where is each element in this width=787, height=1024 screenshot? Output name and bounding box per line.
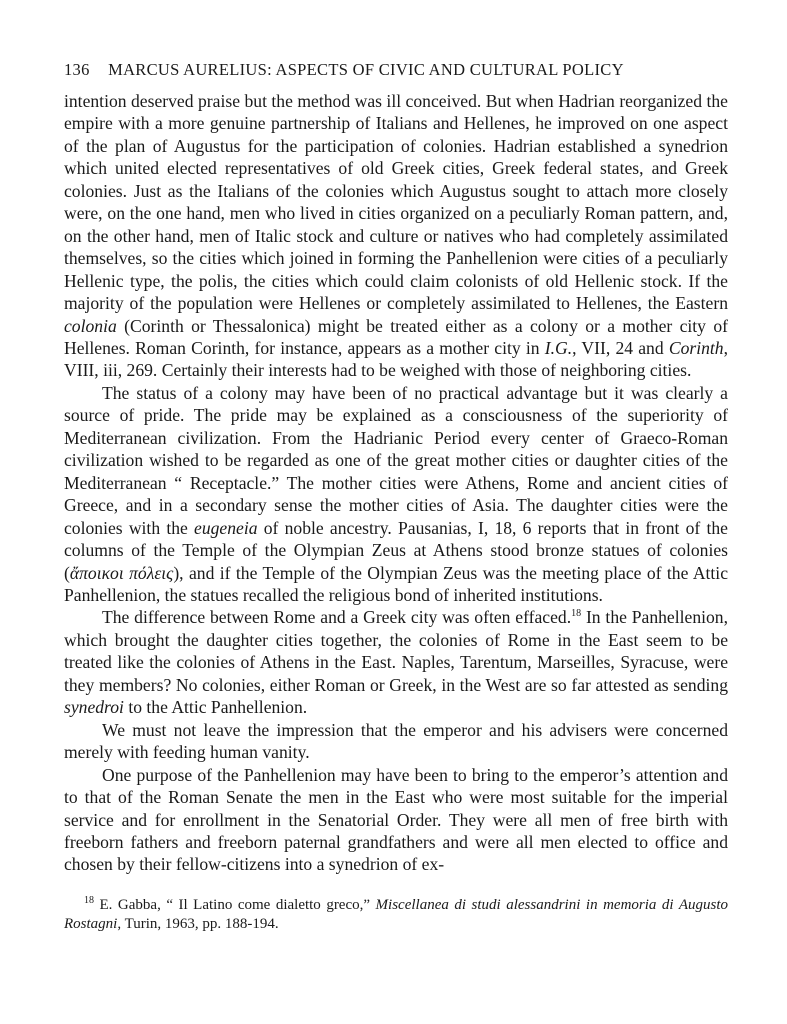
italic-text: eugeneia: [194, 517, 258, 538]
italic-text: ἄποικοι πόλεις: [69, 562, 174, 583]
paragraph: [64, 606, 728, 718]
running-head: [64, 60, 728, 80]
text-run: One purpose of the Panhellenion may have been to bring to the emperor’s attention and to that of the Roman Senate the men in the East who were most suitable for the imperial service and for enrollment in the Senatorial Order. They were all men of free birth with freeborn fathers and freeborn paternal grandfathers and were all men elected to office and chosen by their fellow-citizens into a synedrion of ex-: [64, 764, 728, 875]
italic-text: synedroi: [64, 697, 124, 718]
text-run: E. Gabba, “ Il Latino come dialetto greco,”: [94, 896, 376, 913]
footnote: [64, 896, 728, 934]
text-run: intention deserved praise but the method was ill conceived. But when Hadrian reorganized the empire with a more genuine partnership of Italians and Hellenes, he improved on one aspect of the plan of Augustus for the participation of colonies. Hadrian established a synedrion which united elected representatives of old Greek cities, Greek federal states, and Greek colonies. Just as the Italians of the colonies which Augustus sought to attach more closely were, on the one hand, men who lived in cities organized on a peculiarly Roman pattern, and, on the other hand, men of Italic stock and culture or natives who had completely assimilated themselves, so the cities which joined in forming the Panhellenion were cities of a peculiarly Hellenic type, the polis, the cities which could claim colonists of old Hellenic stock. If the majority of the population were Hellenes or completely assimilated to Hellenes, the Eastern: [64, 91, 728, 314]
text-run: , VIII, iii, 269. Certainly their interests had to be weighed with those of neighboring cities.: [64, 337, 728, 381]
text-run: The status of a colony may have been of no practical advantage but it was clearly a source of pride. The pride may be explained as a consciousness of the superiority of Mediterranean civilization. From the Hadrianic Period every center of Graeco-Roman civilization wished to be regarded as one of the great mother cities or daughter cities of the Mediterranean “ Receptacle.” The mother cities were Athens, Rome and ancient cities of Greece, and in a secondary sense the mother cities of Asia. The daughter cities were the colonies with the: [64, 382, 728, 538]
text-run: of noble ancestry. Pausanias, I, 18, 6 reports that in front of the columns of the Temple of the Olympian Zeus at Athens stood bronze statues of colonies (: [64, 517, 728, 583]
text-run: , VII, 24 and: [572, 337, 669, 358]
footnote-marker: 18: [84, 894, 94, 906]
paragraph: [64, 90, 728, 382]
italic-text: Corinth: [668, 337, 724, 358]
text-run: (Corinth or Thessalonica) might be treated either as a colony or a mother city of Hellenes. Roman Corinth, for instance, appears as a mother city in: [64, 315, 728, 358]
running-title: MARCUS AURELIUS: ASPECTS OF CIVIC AND CULTURAL POLICY: [108, 60, 624, 79]
text-run: to the Attic Panhellenion.: [123, 697, 308, 718]
footnote-marker: 18: [571, 608, 582, 620]
italic-text: I.G.: [544, 337, 573, 358]
book-page: [64, 60, 728, 934]
paragraph: [64, 719, 728, 764]
italic-text: colonia: [64, 315, 117, 336]
paragraph: [64, 764, 728, 876]
text-run: The difference between Rome and a Greek city was often effaced.: [102, 607, 572, 628]
paragraph: [64, 382, 728, 607]
body-text: [64, 90, 728, 876]
page-number: 136: [64, 60, 90, 79]
italic-text: Miscellanea di studi alessandrini in memoria di Augusto Rostagni: [64, 896, 728, 932]
text-run: , Turin, 1963, pp. 188-194.: [117, 915, 279, 932]
text-run: In the Panhellenion, which brought the daughter cities together, the colonies of Rome in the East seem to be treated like the colonies of Athens in the East. Naples, Tarentum, Marseilles, Syracuse, were they members? No colonies, either Roman or Greek, in the West are so far attested as sending: [64, 607, 729, 695]
text-run: We must not leave the impression that the emperor and his advisers were concerned merely with feeding human vanity.: [64, 719, 728, 763]
text-run: ), and if the Temple of the Olympian Zeus was the meeting place of the Attic Panhellenion, the statues recalled the religious bond of inherited institutions.: [64, 562, 729, 605]
